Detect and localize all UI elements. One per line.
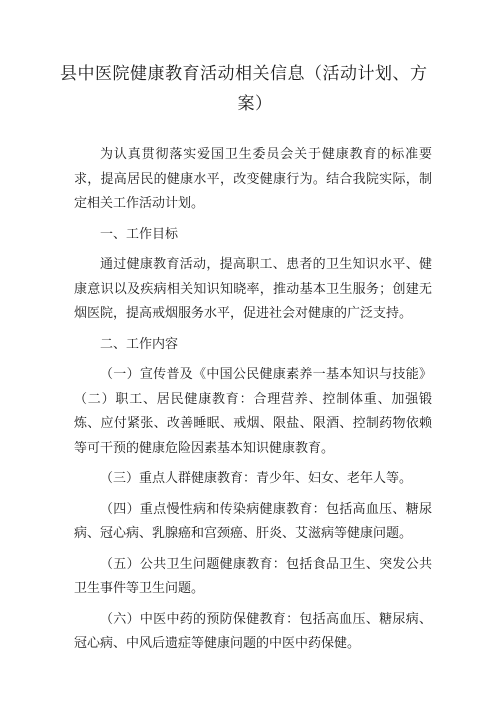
content-item-5: （五）公共卫生问题健康教育：包括食品卫生、突发公共卫生事件等卫生问题。 — [74, 556, 432, 596]
document-title — [60, 59, 450, 119]
title-line-2: 案） — [237, 94, 273, 114]
title-line-1: 县中医院健康教育活动相关信息（活动计划、方 — [60, 64, 428, 84]
goals-paragraph: 通过健康教育活动，提高职工、患者的卫生知识水平、健康意识以及疾病相关知识知晓率，推动基本卫生服务；创建无烟医院，提高戒烟服务水平，促进社会对健康的广泛支持。 — [74, 257, 432, 321]
content-item-1-2: （一）宣传普及《中国公民健康素养一基本知识与技能》（二）职工、居民健康教育：合理营养、控制体重、加强锻炼、应付紧张、改善睡眠、戒烟、限盐、限酒、控制药物依赖等可干预的健康危险因素基本知识健康教育。 — [74, 367, 432, 456]
content-item-3: （三）重点人群健康教育：青少年、妇女、老年人等。 — [100, 471, 413, 486]
content-item-6: （六）中医中药的预防保健教育：包括高血压、糖尿病、冠心病、中风后遗症等健康问题的中医中药保健。 — [74, 611, 432, 651]
document-body — [74, 143, 432, 657]
content-item-4: （四）重点慢性病和传染病健康教育：包括高血压、糖尿病、冠心病、乳腺癌和宫颈癌、肝炎、艾滋病等健康问题。 — [74, 501, 432, 541]
intro-paragraph: 为认真贯彻落实爱国卫生委员会关于健康教育的标准要求，提高居民的健康水平，改变健康行为。结合我院实际，制定相关工作活动计划。 — [74, 147, 432, 211]
section-heading-content: 二、工作内容 — [100, 336, 179, 352]
section-heading-goals: 一、工作目标 — [100, 226, 179, 242]
